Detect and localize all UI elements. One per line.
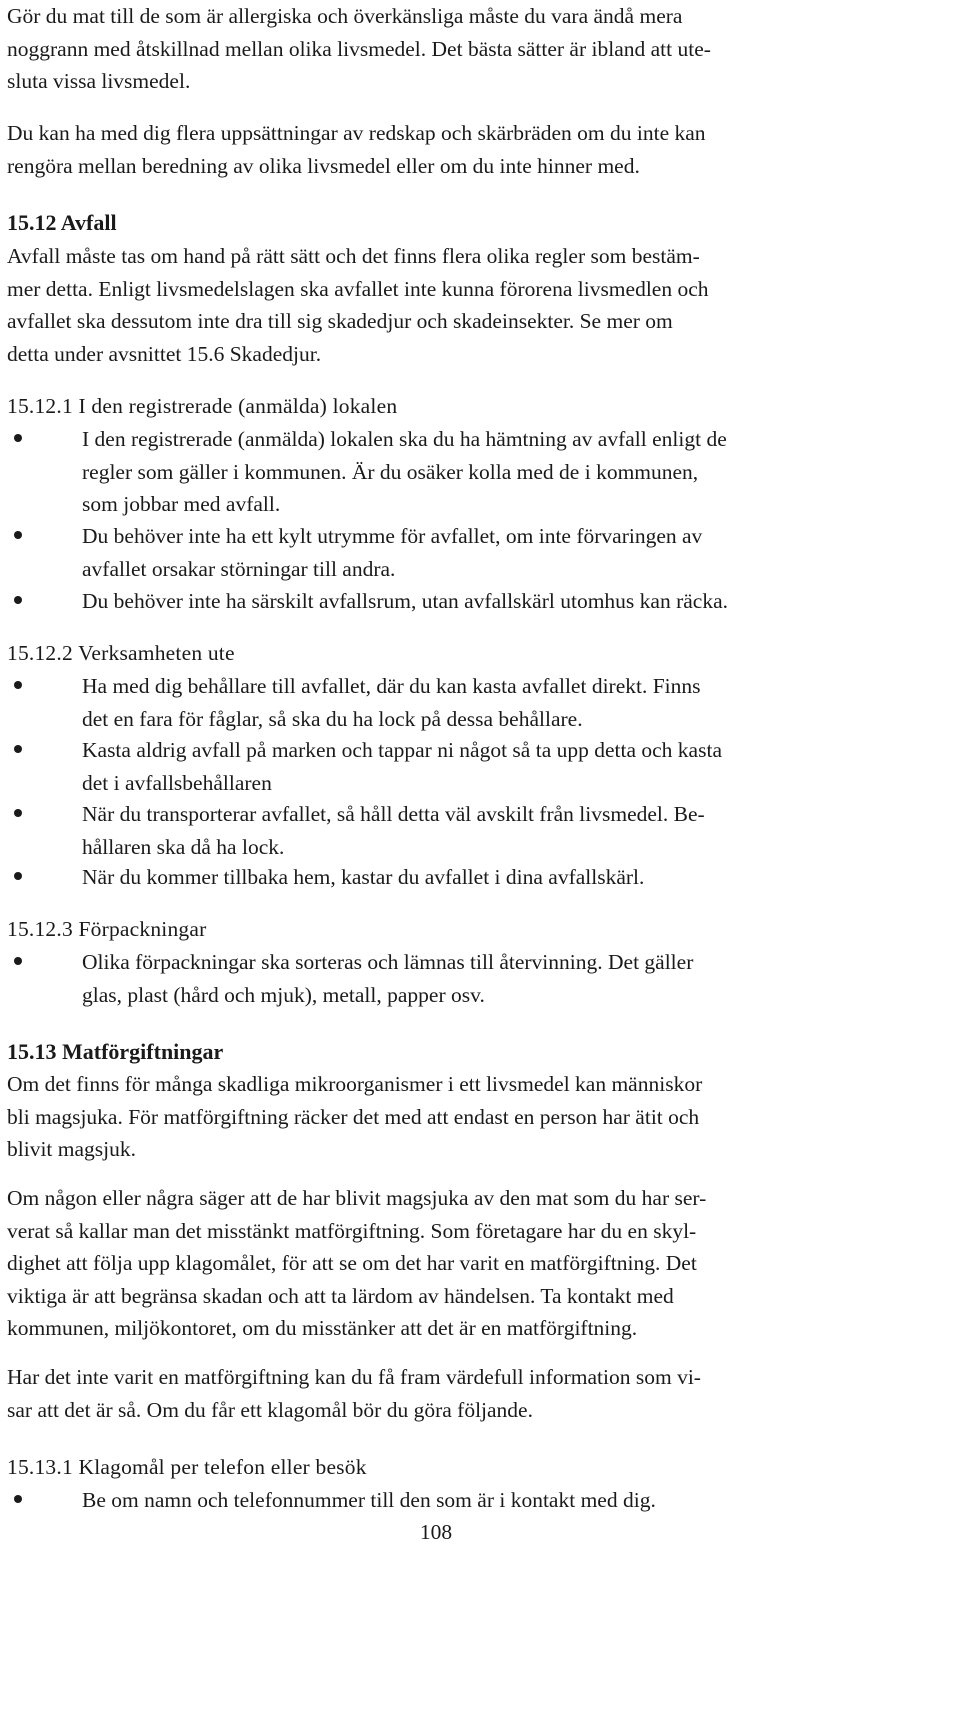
- subsection-heading-15-12-2: 15.12.2 Verksamheten ute: [7, 641, 235, 665]
- text-line: Du behöver inte ha ett kylt utrymme för avfallet, om inte förvaringen av: [82, 524, 703, 548]
- text-line: avfallet ska dessutom inte dra till sig skadedjur och skadeinsekter. Se mer om: [7, 309, 673, 333]
- text-line: När du kommer tillbaka hem, kastar du avfallet i dina avfallskärl.: [82, 865, 645, 889]
- text-line: detta under avsnittet 15.6 Skadedjur.: [7, 341, 322, 366]
- text-line: det i avfallsbehållaren: [82, 770, 272, 795]
- section-15-12-paragraph: [7, 240, 952, 370]
- text-line: Olika förpackningar ska sorteras och lämnas till återvinning. Det gäller: [82, 950, 694, 974]
- subsection-heading-15-12-1: 15.12.1 I den registrerade (anmälda) lokalen: [7, 394, 398, 418]
- text-line: noggrann med åtskillnad mellan olika livsmedel. Det bästa sätter är ibland att ute-: [7, 36, 711, 61]
- page-number: 108: [419, 1520, 453, 1544]
- subsection-heading-15-13-1: 15.13.1 Klagomål per telefon eller besök: [7, 1455, 367, 1479]
- text-line: det en fara för fåglar, så ska du ha lock på dessa behållare.: [82, 706, 583, 731]
- text-line: bli magsjuka. För matförgiftning räcker det med att endast en person har ätit och: [7, 1104, 700, 1129]
- text-line: Du behöver inte ha särskilt avfallsrum, utan avfallskärl utomhus kan räcka.: [82, 589, 728, 613]
- text-line: regler som gäller i kommunen. Är du osäker kolla med de i kommunen,: [82, 459, 699, 484]
- text-line: viktiga är att begränsa skadan och att ta lärdom av händelsen. Ta kontakt med: [7, 1283, 674, 1308]
- text-line: som jobbar med avfall.: [82, 492, 281, 516]
- text-line: Om någon eller några säger att de har blivit magsjuka av den mat som du har ser-: [7, 1186, 707, 1210]
- text-line: Be om namn och telefonnummer till den som är i kontakt med dig.: [82, 1488, 656, 1512]
- text-line: sluta vissa livsmedel.: [7, 69, 191, 93]
- subsection-heading-15-12-3: 15.12.3 Förpackningar: [7, 917, 207, 941]
- section-heading-15-12: 15.12 Avfall: [7, 210, 117, 235]
- section-15-13-paragraph-2: [7, 1182, 952, 1345]
- text-line: Gör du mat till de som är allergiska och överkänsliga måste du vara ändå mera: [7, 4, 683, 28]
- text-line: dighet att följa upp klagomålet, för att se om det har varit en matförgiftning. Det: [7, 1251, 697, 1275]
- text-line: kommunen, miljökontoret, om du misstänker att det är en matförgiftning.: [7, 1316, 638, 1340]
- text-line: Avfall måste tas om hand på rätt sätt och det finns flera olika regler som bestäm-: [7, 244, 700, 268]
- bullet-icon: [14, 434, 22, 442]
- text-line: I den registrerade (anmälda) lokalen ska du ha hämtning av avfall enligt de: [82, 427, 727, 451]
- section-15-13-paragraph-3: [7, 1361, 952, 1426]
- text-line: sar att det är så. Om du får ett klagomål bör du göra följande.: [7, 1397, 533, 1422]
- text-line: glas, plast (hård och mjuk), metall, papper osv.: [82, 982, 485, 1007]
- bullet-icon: [14, 957, 22, 965]
- text-line: Du kan ha med dig flera uppsättningar av redskap och skärbräden om du inte kan: [7, 121, 706, 145]
- bullet-icon: [14, 872, 22, 880]
- bullet-icon: [14, 596, 22, 604]
- section-heading-15-13: 15.13 Matförgiftningar: [7, 1039, 224, 1064]
- text-line: Kasta aldrig avfall på marken och tappar ni något så ta upp detta och kasta: [82, 738, 722, 762]
- text-line: blivit magsjuk.: [7, 1137, 136, 1161]
- bullet-icon: [14, 745, 22, 753]
- bullet-icon: [14, 1495, 22, 1503]
- section-15-13-paragraph-1: [7, 1068, 952, 1166]
- text-line: När du transporterar avfallet, så håll detta väl avskilt från livsmedel. Be-: [82, 802, 705, 826]
- bullet-icon: [14, 809, 22, 817]
- text-line: verat så kallar man det misstänkt matförgiftning. Som företagare har du en skyl-: [7, 1218, 697, 1243]
- text-line: Ha med dig behållare till avfallet, där du kan kasta avfallet direkt. Finns: [82, 674, 701, 698]
- bullet-icon: [14, 681, 22, 689]
- bullet-icon: [14, 531, 22, 539]
- text-line: Om det finns för många skadliga mikroorganismer i ett livsmedel kan människor: [7, 1072, 703, 1096]
- text-line: Har det inte varit en matförgiftning kan du få fram värdefull information som vi-: [7, 1365, 701, 1389]
- intro-paragraph-2: [7, 117, 952, 182]
- text-line: hållaren ska då ha lock.: [82, 834, 285, 859]
- text-line: avfallet orsakar störningar till andra.: [82, 556, 396, 581]
- intro-paragraph-1: [7, 0, 952, 98]
- text-line: mer detta. Enligt livsmedelslagen ska avfallet inte kunna förorena livsmedlen och: [7, 276, 709, 301]
- text-line: rengöra mellan beredning av olika livsmedel eller om du inte hinner med.: [7, 153, 640, 178]
